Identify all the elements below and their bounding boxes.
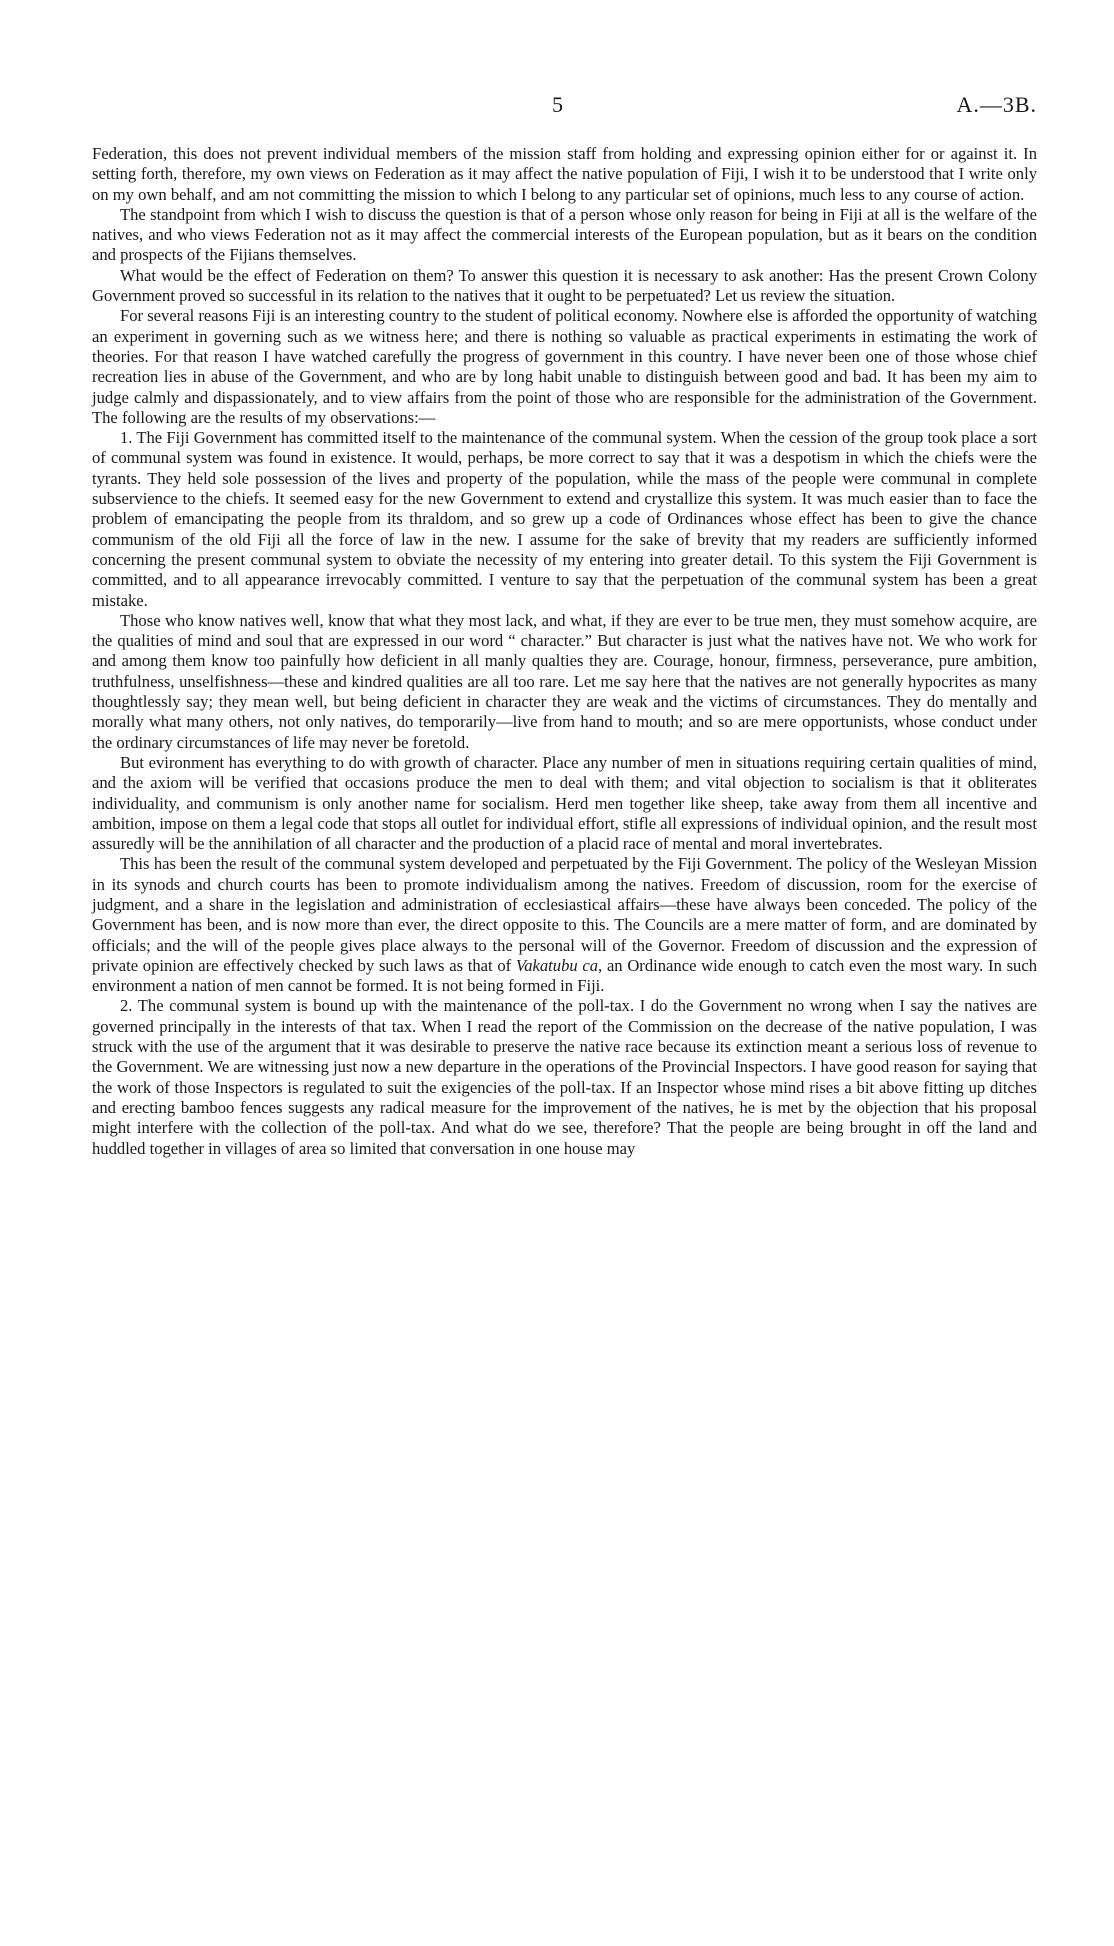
text-run: This has been the result of the communal system developed and perpetuated by the Fiji Government. The policy of the Wesleyan Mission in its synods and church courts has been to promote individualism among the natives. Freedom of discussion, room for the exercise of judgment, and a share in the legislation and administration of ecclesiastical affairs—these have always been conceded. The policy of the Government has been, and is now more than ever, the direct opposite to this. The Councils are a mere matter of form, and are dominated by officials; and the will of the people gives place always to the personal will of the Governor. Freedom of discussion and the expression of private opinion are effectively checked by such laws as that of xyxy=(92,854,1037,975)
page-number: 5 xyxy=(552,92,563,117)
document-reference: A.—3B. xyxy=(956,92,1037,117)
paragraph-character: Those who know natives well, know that what they most lack, and what, if they are ever to be true men, they must somehow acquire, are the qualities of mind and soul that are expressed in our word “ character.” But character is just what the natives have not. We who work for and among them know too painfully how deficient in all manly qualties they are. Courage, honour, firmness, perseverance, pure ambition, truthfulness, unselfishness—these and kindred qualities are all too rare. Let me say here that the natives are not generally hypocrites as many thoughtlessly say; they mean well, but being deficient in character they are weak and the victims of circumstances. They do mentally and morally what many others, not only natives, do temporarily—live from hand to mouth; and so are mere opportunists, whose conduct under the ordinary circumstances of life may never be foretold. xyxy=(92,610,1037,752)
italic-term: Vakatubu ca, xyxy=(515,955,603,975)
page-header xyxy=(92,92,1037,132)
paragraph-mission-policy xyxy=(92,854,1037,996)
paragraph-federation-intro: Federation, this does not prevent individual members of the mission staff from holding and expressing opinion either for or against it. In setting forth, therefore, my own views on Federation as it may affect the native population of Fiji, I wish it to be understood that I write only on my own behalf, and am not committing the mission to which I belong to any particular set of opinions, much less to any course of action. xyxy=(92,144,1037,204)
paragraph-communal-system: 1. The Fiji Government has committed itself to the maintenance of the communal system. When the cession of the group took place a sort of communal system was found in existence. It would, perhaps, be more correct to say that it was a despotism in which the chiefs were the tyrants. They held sole possession of the lives and property of the population, while the mass of the people were communal in complete subservience to the chiefs. It seemed easy for the new Government to extend and crystallize this system. It was much easier than to face the problem of emancipating the people from its thraldom, and so grew up a code of Ordinances whose effect has been to give the chance communism of the old Fiji all the force of law in the new. I assume for the sake of brevity that my readers are sufficiently informed concerning the present communal system to obviate the necessity of my entering into greater detail. To this system the Fiji Government is committed, and to all appearance irrevocably committed. I venture to say that the perpetuation of the communal system has been a great mistake. xyxy=(92,428,1037,610)
paragraph-effect-question: What would be the effect of Federation on them? To answer this question it is necessary to ask another: Has the present Crown Colony Government proved so successful in its relation to the natives that it ought to be perpetuated? Let us review the situation. xyxy=(92,265,1037,306)
body-text xyxy=(92,144,1037,1159)
document-page xyxy=(92,92,1037,1159)
text-run: an Ordinance wide enough to catch even the most wary. In such environment a nation of men cannot be formed. It is not being formed in Fiji. xyxy=(92,955,1038,996)
paragraph-poll-tax: 2. The communal system is bound up with the maintenance of the poll-tax. I do the Government no wrong when I say the natives are governed principally in the interests of that tax. When I read the report of the Commission on the decrease of the native population, I was struck with the use of the argument that it was desirable to preserve the native race because its extinction meant a serious loss of revenue to the Government. We are witnessing just now a new departure in the operations of the Provincial Inspectors. I have good reason for saying that the work of those Inspectors is regulated to suit the exigencies of the poll-tax. If an Inspector whose mind rises a bit above fitting up ditches and erecting bamboo fences suggests any radical measure for the improvement of the natives, he is met by the objection that his proposal might interfere with the collection of the poll-tax. And what do we see, therefore? That the people are being brought in off the land and huddled together in villages of area so limited that conversation in one house may xyxy=(92,996,1037,1158)
paragraph-environment: But evironment has everything to do with growth of character. Place any number of men in situations requiring certain qualities of mind, and the axiom will be verified that occasions produce the men to deal with them; and vital objection to socialism is that it obliterates individuality, and communism is only another name for socialism. Herd men together like sheep, take away from them all incentive and ambition, impose on them a legal code that stops all outlet for individual effort, stifle all expressions of individual opinion, and the result most assuredly will be the annihilation of all character and the production of a placid race of mental and moral invertebrates. xyxy=(92,752,1037,854)
paragraph-standpoint: The standpoint from which I wish to discuss the question is that of a person whose only reason for being in Fiji at all is the welfare of the natives, and who views Federation not as it may affect the commercial interests of the European population, but as it bears on the condition and prospects of the Fijians themselves. xyxy=(92,204,1037,265)
paragraph-political-economy: For several reasons Fiji is an interesting country to the student of political economy. Nowhere else is afforded the opportunity of watching an experiment in governing such as we witness here; and there is nothing so valuable as practical experiments in estimating the work of theories. For that reason I have watched carefully the progress of government in this country. I have never been one of those whose chief recreation lies in abuse of the Government, and who are by long habit unable to distinguish between good and bad. It has been my aim to judge calmly and dispassionately, and to view affairs from the point of those who are responsible for the administration of the Government. The following are the results of my observations:— xyxy=(92,306,1037,427)
